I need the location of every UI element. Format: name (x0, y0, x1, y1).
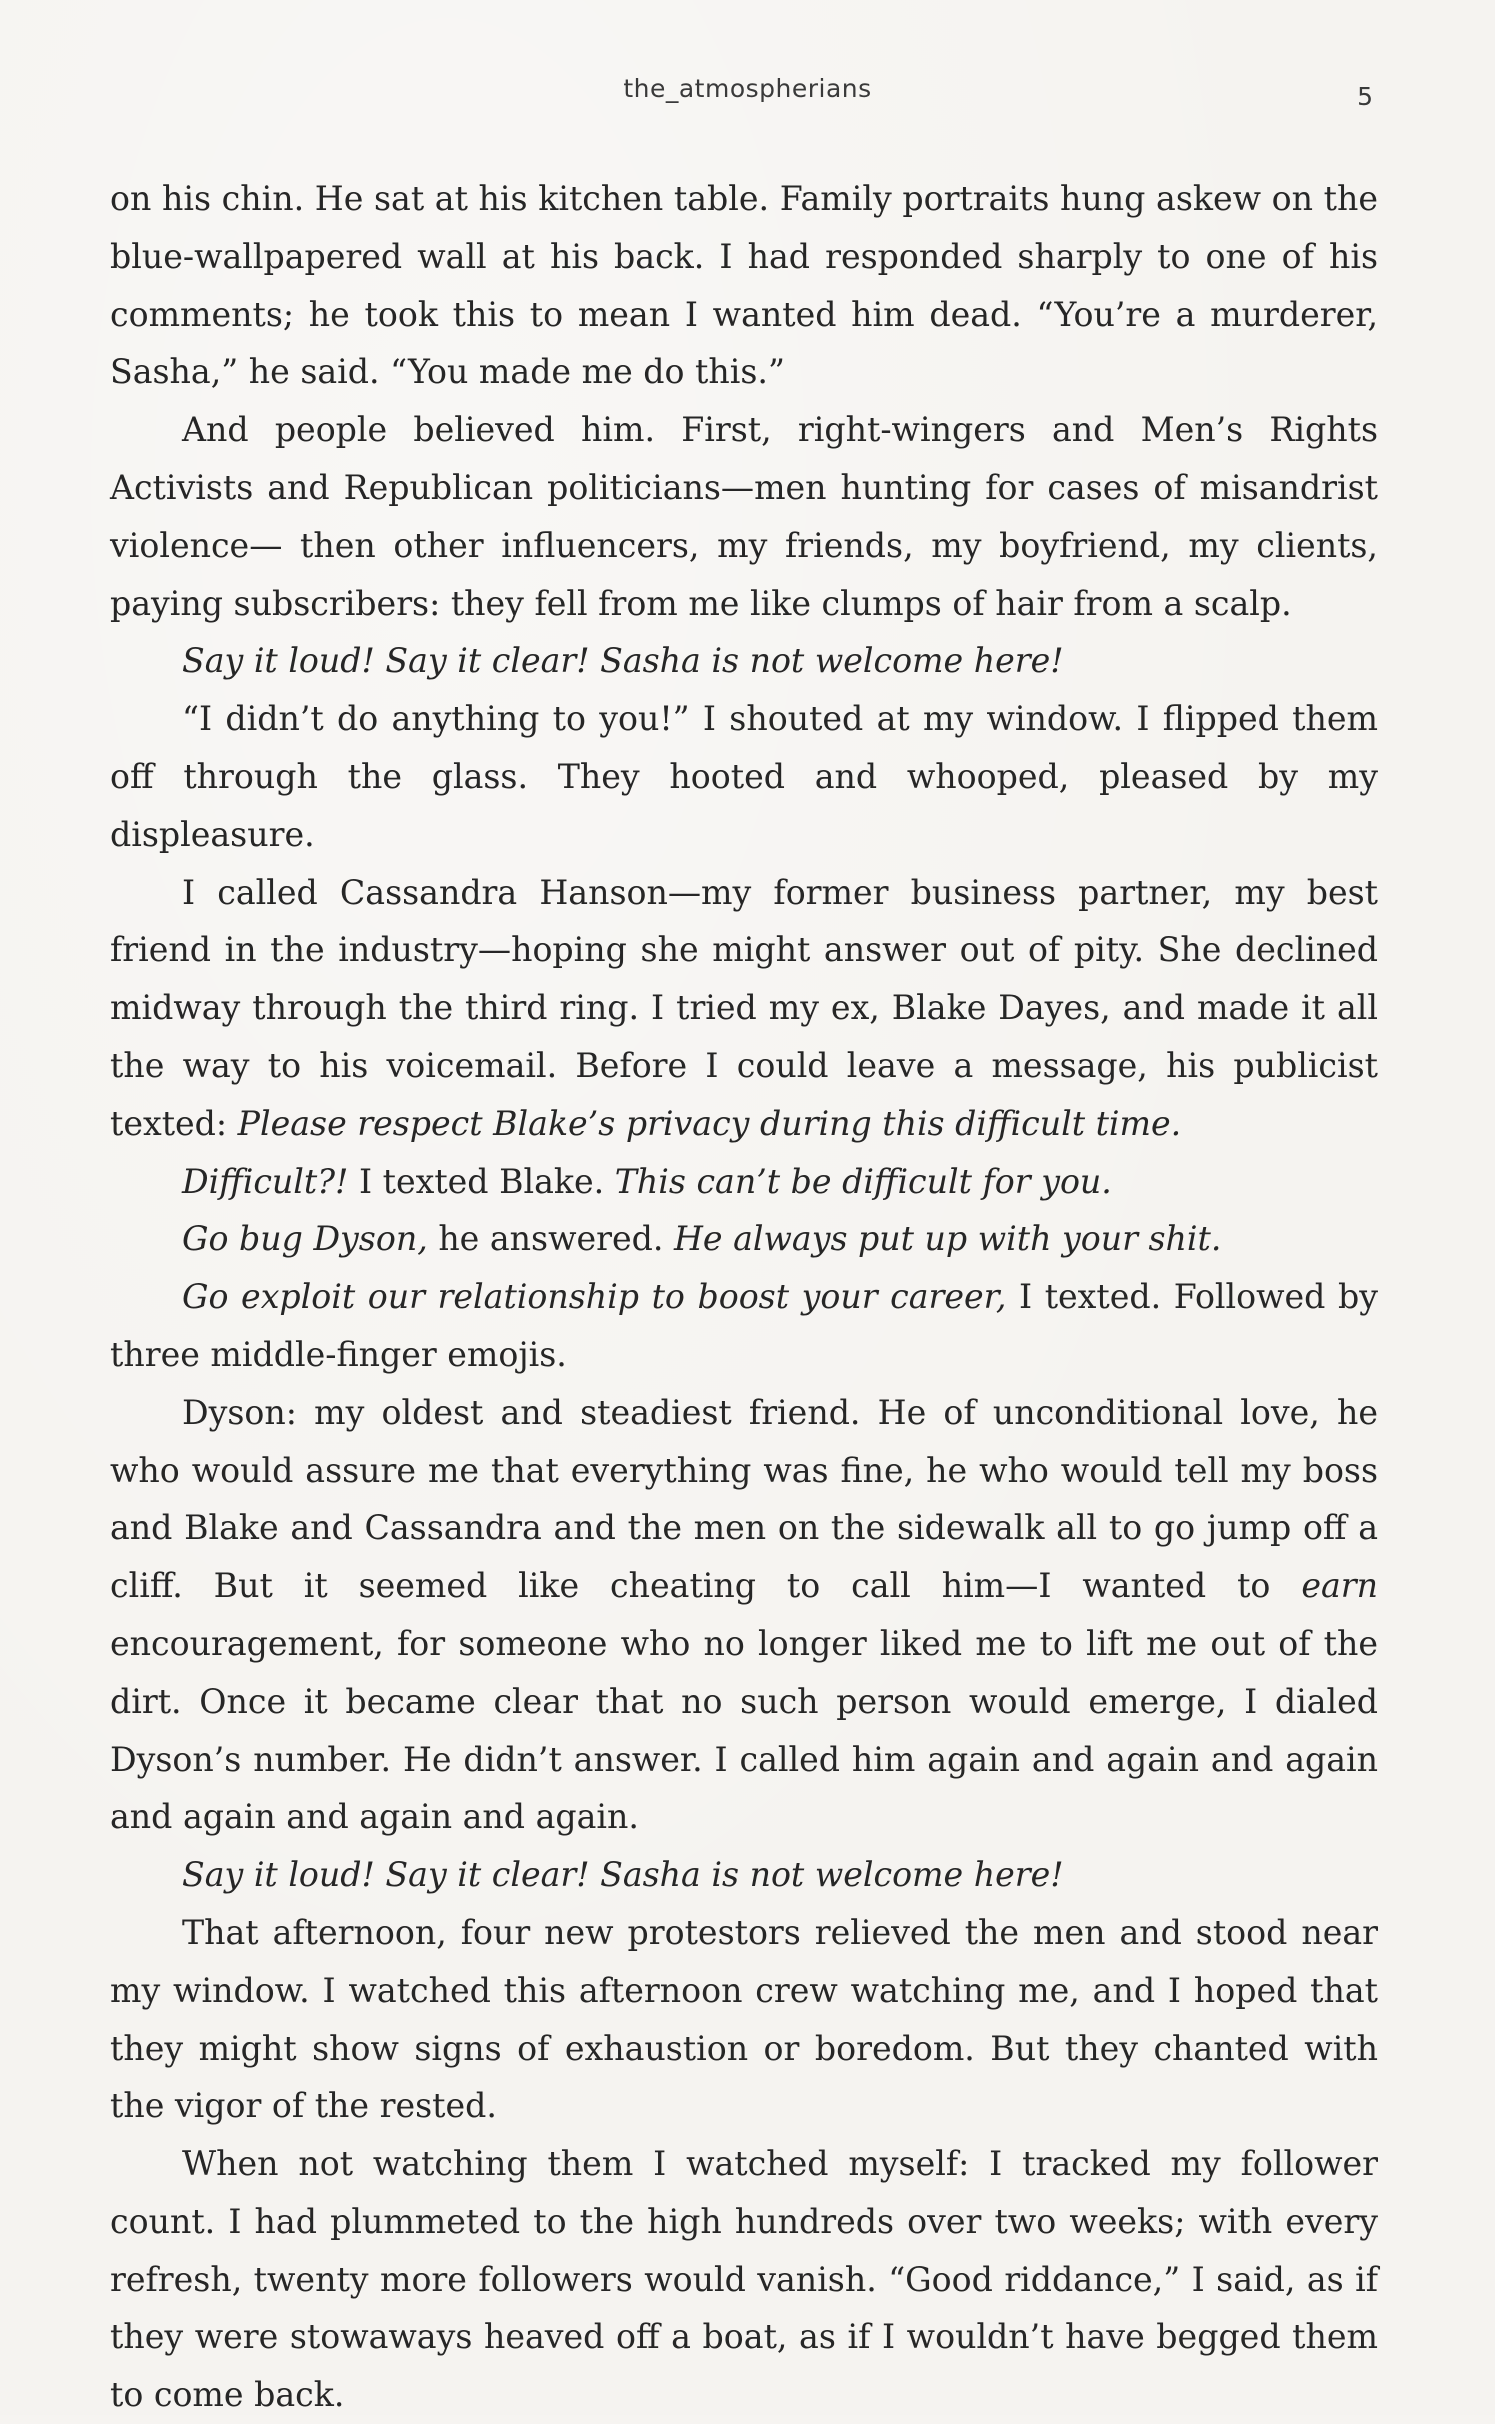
text-message-difficult: Difficult?! (182, 1161, 349, 1201)
paragraph-11: That afternoon, four new protestors relieved the men and stood near my window. I watched this afternoon crew watching me, and I hoped that they might show signs of exhaustion or boredom. But they chanted with the vigor of the rested. (110, 1912, 1378, 2126)
text-message-shit: He always put up with your shit. (673, 1219, 1222, 1259)
paragraph-8 (110, 1268, 1378, 1384)
running-head: the_atmospherians (623, 74, 872, 103)
body-text (110, 170, 1378, 2424)
page-number: 5 (1357, 82, 1373, 111)
paragraph-6-text: I texted Blake. (358, 1161, 605, 1201)
emphasis-earn: earn (1301, 1566, 1378, 1606)
paragraph-7 (110, 1210, 1378, 1268)
paragraph-6 (110, 1153, 1378, 1211)
page-header (0, 74, 1495, 114)
paragraph-7-text: he answered. (438, 1219, 664, 1259)
paragraph-4: “I didn’t do anything to you!” I shouted at my window. I flipped them off through the glass. They hooted and whooped, pleased by my displeasure. (110, 699, 1378, 854)
paragraph-5-text: I called Cassandra Hanson—my former business partner, my best friend in the industry—hoping she might answer out of pity. She declined midway through the third ring. I tried my ex, Blake Dayes, and made it all the way to his voicemail. Before I could leave a message, his publicist texted: (110, 872, 1378, 1143)
text-message-dyson: Go bug Dyson, (182, 1219, 428, 1259)
chant-line-2: Say it loud! Say it clear! Sasha is not welcome here! (182, 1855, 1064, 1895)
paragraph-2: And people believed him. First, right-wingers and Men’s Rights Activists and Republican politicians—men hunting for cases of misandrist violence— then other influencers, my friends, my boyfriend, my clients, paying subscribers: they fell from me like clumps of hair from a scalp. (110, 410, 1378, 623)
chant-line-1: Say it loud! Say it clear! Sasha is not welcome here! (182, 641, 1064, 681)
paragraph-12: When not watching them I watched myself: I tracked my follower count. I had plummeted to the high hundreds over two weeks; with every refresh, twenty more followers would vanish. “Good riddance,” I said, as if they were stowaways heaved off a boat, as if I wouldn’t have begged them to come back. (110, 2144, 1378, 2415)
text-message-reply: This can’t be difficult for you. (614, 1161, 1112, 1201)
paragraph-1: on his chin. He sat at his kitchen table. Family portraits hung askew on the blue-wallpapered wall at his back. I had responded sharply to one of his comments; he took this to mean I wanted him dead. “You’re a murderer, Sasha,” he said. “You made me do this.” (110, 179, 1378, 392)
text-message-exploit: Go exploit our relationship to boost your career, (182, 1277, 1007, 1317)
paragraph-5 (110, 864, 1378, 1153)
publicist-text-message: Please respect Blake’s privacy during this difficult time. (237, 1103, 1182, 1143)
paragraph-9-text-a: Dyson: my oldest and steadiest friend. He of unconditional love, he who would assure me that everything was fine, he who would tell my boss and Blake and Cassandra and the men on the sidewalk all to go jump off a cliff. But it seemed like cheating to call him—I wanted to (110, 1392, 1378, 1606)
paragraph-9 (110, 1384, 1378, 1846)
paragraph-8-text: I texted. Followed by three middle-finger emojis. (110, 1277, 1378, 1374)
paragraph-9-text-c: encouragement, for someone who no longer liked me to lift me out of the dirt. Once it became clear that no such person would emerge, I dialed Dyson’s number. He didn’t answer. I called him again and again and again and again and again and again. (110, 1623, 1378, 1837)
